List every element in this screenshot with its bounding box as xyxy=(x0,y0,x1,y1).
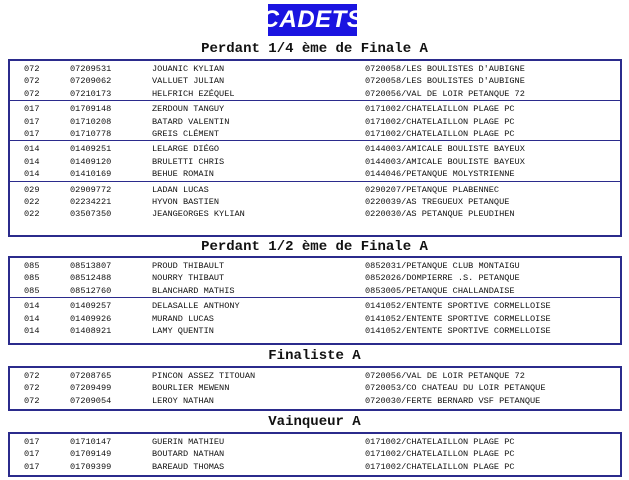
club-name: 0144046/PETANQUE MOLYSTRIENNE xyxy=(365,169,515,180)
player-name: BLANCHARD MATHIS xyxy=(152,285,235,296)
club-name: 0144003/AMICALE BOULISTE BAYEUX xyxy=(365,144,525,155)
player-name: GREIS CLÉMENT xyxy=(152,128,220,139)
player-name: LEROY NATHAN xyxy=(152,395,214,406)
dept-code: 072 xyxy=(24,371,40,381)
club-name: 0853005/PETANQUE CHALLANDAISE xyxy=(365,285,515,296)
results-table xyxy=(8,256,622,345)
player-row xyxy=(10,168,620,180)
player-row xyxy=(10,128,620,140)
dept-code: 029 xyxy=(24,184,40,195)
license-number: 02909772 xyxy=(70,184,112,195)
club-name: 0720058/LES BOULISTES D'AUBIGNE xyxy=(365,76,525,87)
dept-code: 072 xyxy=(24,64,40,74)
license-number: 01710778 xyxy=(70,128,112,139)
player-name: GUERIN MATHIEU xyxy=(152,437,225,447)
club-name: 0852031/PETANQUE CLUB MONTAIGU xyxy=(365,261,520,271)
club-name: 0141052/ENTENTE SPORTIVE CORMELLOISE xyxy=(365,325,551,336)
dept-code: 072 xyxy=(24,383,40,394)
club-name: 0171002/CHATELAILLON PLAGE PC xyxy=(365,104,515,115)
license-number: 01409926 xyxy=(70,313,112,324)
results-table xyxy=(8,59,622,237)
section-title: Vainqueur A xyxy=(268,414,361,430)
player-row xyxy=(10,285,620,297)
club-name: 0141052/ENTENTE SPORTIVE CORMELLOISE xyxy=(365,313,551,324)
license-number: 01709148 xyxy=(70,104,112,115)
section-title: Perdant 1/2 ème de Finale A xyxy=(201,239,428,255)
player-row xyxy=(10,370,620,382)
player-name: BRULETTI CHRIS xyxy=(152,156,225,167)
license-number: 07209499 xyxy=(70,383,112,394)
player-row xyxy=(10,116,620,128)
license-number: 01710147 xyxy=(70,437,112,447)
team-group xyxy=(10,297,620,337)
dept-code: 072 xyxy=(24,76,40,87)
player-row xyxy=(10,395,620,407)
player-name: NOURRY THIBAUT xyxy=(152,273,225,284)
player-row xyxy=(10,313,620,325)
dept-code: 022 xyxy=(24,196,40,207)
license-number: 01410169 xyxy=(70,169,112,180)
club-name: 0720030/FERTE BERNARD VSF PETANQUE xyxy=(365,395,541,406)
team-group xyxy=(10,181,620,221)
player-row xyxy=(10,436,620,448)
club-name: 0144003/AMICALE BOULISTE BAYEUX xyxy=(365,156,525,167)
club-name: 0171002/CHATELAILLON PLAGE PC xyxy=(365,449,515,460)
dept-code: 014 xyxy=(24,144,40,155)
team-group xyxy=(10,368,620,407)
license-number: 01409251 xyxy=(70,144,112,155)
license-number: 03507350 xyxy=(70,209,112,220)
club-name: 0720058/LES BOULISTES D'AUBIGNE xyxy=(365,64,525,74)
license-number: 08512760 xyxy=(70,285,112,296)
dept-code: 022 xyxy=(24,209,40,220)
player-name: JOUANIC KYLIAN xyxy=(152,64,225,74)
dept-code: 014 xyxy=(24,301,40,312)
player-row xyxy=(10,196,620,208)
club-name: 0171002/CHATELAILLON PLAGE PC xyxy=(365,128,515,139)
license-number: 07209062 xyxy=(70,76,112,87)
player-name: DELASALLE ANTHONY xyxy=(152,301,240,312)
player-name: BATARD VALENTIN xyxy=(152,116,230,127)
license-number: 07208765 xyxy=(70,371,112,381)
player-row xyxy=(10,448,620,460)
player-name: LELARGE DIÉGO xyxy=(152,144,220,155)
player-name: MURAND LUCAS xyxy=(152,313,214,324)
dept-code: 017 xyxy=(24,437,40,447)
club-name: 0171002/CHATELAILLON PLAGE PC xyxy=(365,437,515,447)
license-number: 07210173 xyxy=(70,88,112,99)
dept-code: 017 xyxy=(24,449,40,460)
player-row xyxy=(10,88,620,100)
results-table xyxy=(8,366,622,411)
team-group xyxy=(10,434,620,473)
player-name: PINCON ASSEZ TITOUAN xyxy=(152,371,256,381)
dept-code: 014 xyxy=(24,156,40,167)
team-group xyxy=(10,140,620,180)
player-name: BOUTARD NATHAN xyxy=(152,449,225,460)
dept-code: 017 xyxy=(24,128,40,139)
team-group xyxy=(10,100,620,140)
player-row xyxy=(10,75,620,87)
player-row xyxy=(10,103,620,115)
club-name: 0720056/VAL DE LOIR PETANQUE 72 xyxy=(365,88,525,99)
license-number: 02234221 xyxy=(70,196,112,207)
license-number: 01409257 xyxy=(70,301,112,312)
club-name: 0720056/VAL DE LOIR PETANQUE 72 xyxy=(365,371,525,381)
player-name: BAREAUD THOMAS xyxy=(152,461,225,472)
team-group xyxy=(10,61,620,100)
results-table xyxy=(8,432,622,477)
section-title: Perdant 1/4 ème de Finale A xyxy=(201,41,428,57)
license-number: 08512488 xyxy=(70,273,112,284)
team-group xyxy=(10,258,620,297)
license-number: 07209531 xyxy=(70,64,112,74)
license-number: 07209054 xyxy=(70,395,112,406)
dept-code: 014 xyxy=(24,325,40,336)
license-number: 01710208 xyxy=(70,116,112,127)
player-row xyxy=(10,143,620,155)
player-name: VALLUET JULIAN xyxy=(152,76,225,87)
player-row xyxy=(10,300,620,312)
license-number: 08513807 xyxy=(70,261,112,271)
player-row xyxy=(10,272,620,284)
player-row xyxy=(10,156,620,168)
player-row xyxy=(10,208,620,220)
club-name: 0220039/AS TREGUEUX PETANQUE xyxy=(365,196,510,207)
player-row xyxy=(10,325,620,337)
dept-code: 085 xyxy=(24,285,40,296)
dept-code: 017 xyxy=(24,104,40,115)
player-row xyxy=(10,382,620,394)
player-name: BOURLIER MEWENN xyxy=(152,383,230,394)
dept-code: 085 xyxy=(24,273,40,284)
player-name: BEHUE ROMAIN xyxy=(152,169,214,180)
player-name: LADAN LUCAS xyxy=(152,184,209,195)
player-name: ZERDOUN TANGUY xyxy=(152,104,225,115)
player-row xyxy=(10,260,620,272)
player-name: JEANGEORGES KYLIAN xyxy=(152,209,245,220)
player-row xyxy=(10,63,620,75)
player-row xyxy=(10,461,620,473)
player-name: PROUD THIBAULT xyxy=(152,261,225,271)
license-number: 01709399 xyxy=(70,461,112,472)
license-number: 01409120 xyxy=(70,156,112,167)
license-number: 01408921 xyxy=(70,325,112,336)
page-title: CADETS xyxy=(268,4,357,36)
club-name: 0290207/PETANQUE PLABENNEC xyxy=(365,184,500,195)
dept-code: 014 xyxy=(24,169,40,180)
dept-code: 072 xyxy=(24,88,40,99)
dept-code: 017 xyxy=(24,116,40,127)
license-number: 01709149 xyxy=(70,449,112,460)
club-name: 0141052/ENTENTE SPORTIVE CORMELLOISE xyxy=(365,301,551,312)
dept-code: 014 xyxy=(24,313,40,324)
player-name: HYVON BASTIEN xyxy=(152,196,220,207)
dept-code: 085 xyxy=(24,261,40,271)
dept-code: 072 xyxy=(24,395,40,406)
club-name: 0720053/CO CHATEAU DU LOIR PETANQUE xyxy=(365,383,546,394)
player-name: HELFRICH EZÉQUEL xyxy=(152,88,235,99)
club-name: 0171002/CHATELAILLON PLAGE PC xyxy=(365,461,515,472)
club-name: 0852026/DOMPIERRE .S. PETANQUE xyxy=(365,273,520,284)
player-row xyxy=(10,184,620,196)
club-name: 0171002/CHATELAILLON PLAGE PC xyxy=(365,116,515,127)
player-name: LAMY QUENTIN xyxy=(152,325,214,336)
club-name: 0220030/AS PETANQUE PLEUDIHEN xyxy=(365,209,515,220)
section-title: Finaliste A xyxy=(268,348,361,364)
dept-code: 017 xyxy=(24,461,40,472)
